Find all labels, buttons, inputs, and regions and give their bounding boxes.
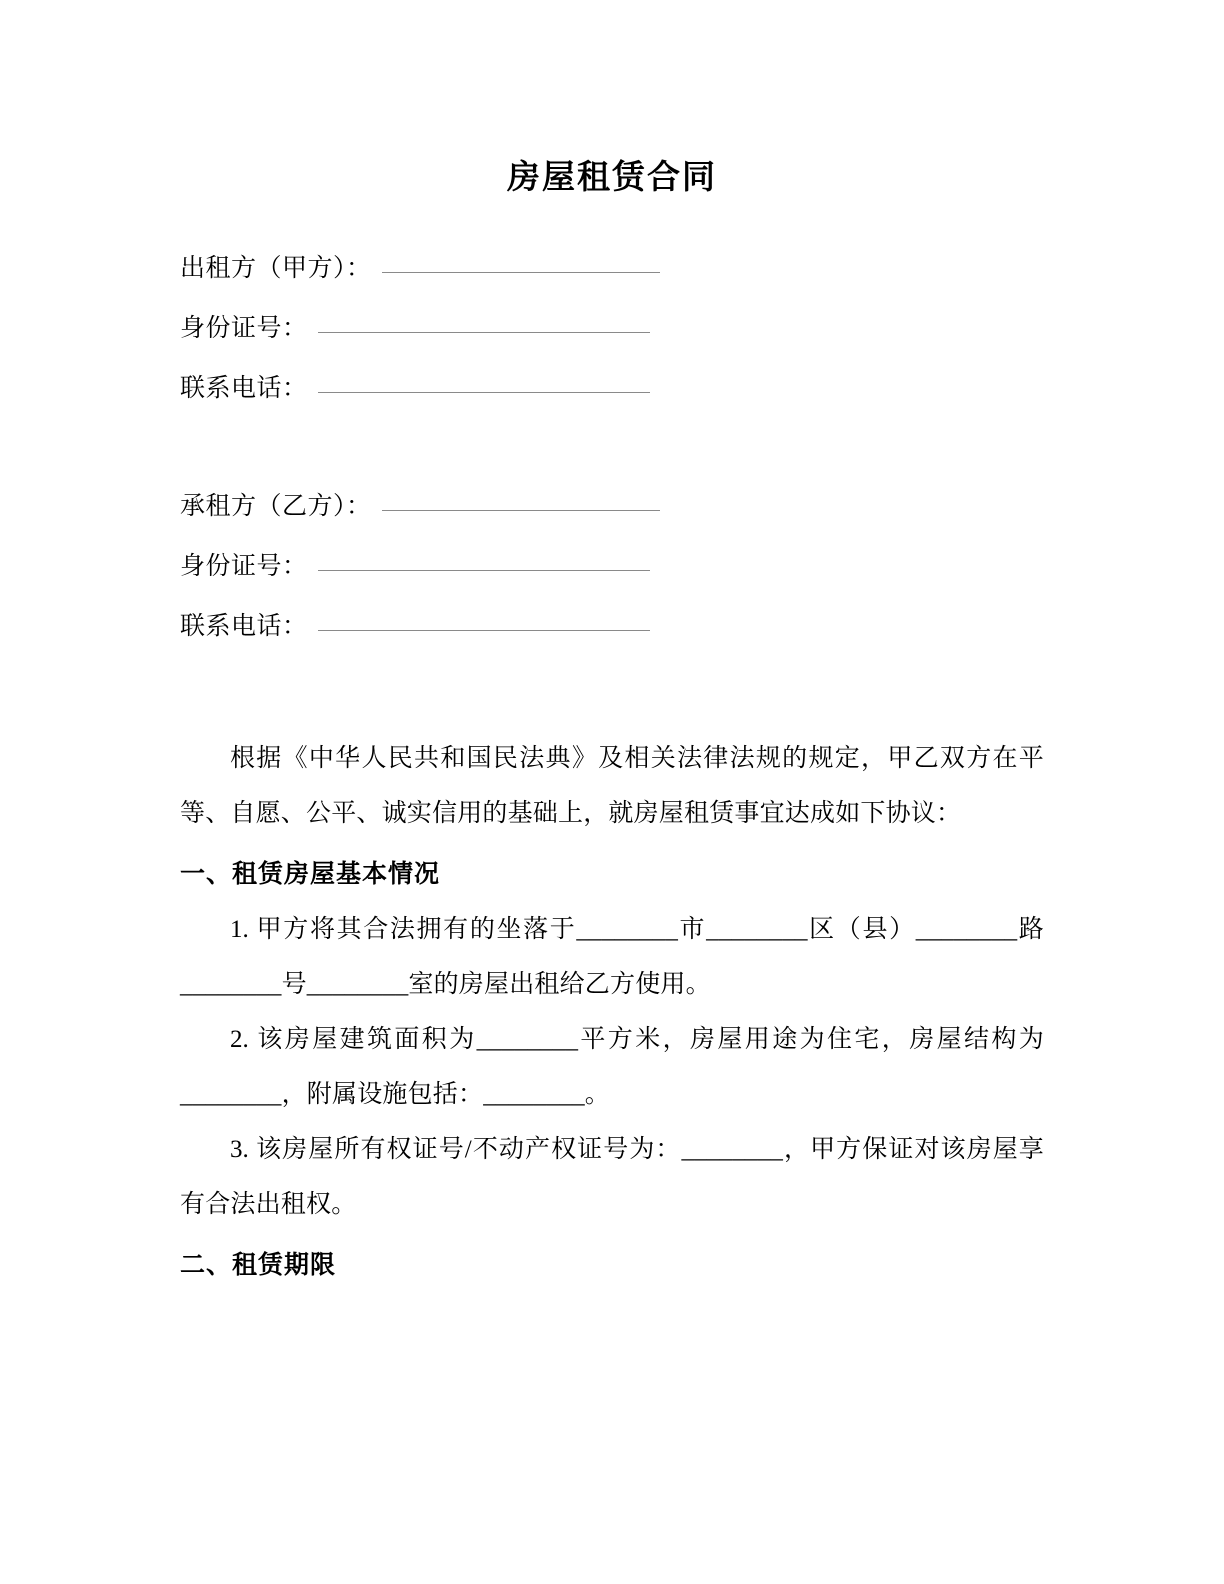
lessor-name-blank[interactable] bbox=[382, 251, 660, 276]
clause-1-3 bbox=[180, 1122, 1044, 1232]
lessee-party-block bbox=[180, 431, 1044, 669]
lessor-party-block bbox=[180, 199, 1044, 431]
lessee-name-field bbox=[180, 489, 1044, 549]
lessee-phone-field bbox=[180, 609, 1044, 669]
clause-1-1-number: 1. bbox=[230, 916, 249, 944]
clause-1-2-number: 2. bbox=[230, 1026, 249, 1054]
lessor-phone-field bbox=[180, 371, 1044, 431]
lessee-phone-blank[interactable] bbox=[318, 609, 650, 634]
lessor-name-field bbox=[180, 251, 1044, 311]
lessor-id-blank[interactable] bbox=[318, 311, 650, 336]
clause-1-1 bbox=[180, 902, 1044, 1012]
section-heading-2: 二、租赁期限 bbox=[180, 1252, 337, 1280]
lessor-id-field bbox=[180, 311, 1044, 371]
clause-1-1-text: 甲方将其合法拥有的坐落于________市________区（县）________路________号________室的房屋出租给乙方使用。 bbox=[180, 916, 1045, 999]
lessee-name-blank[interactable] bbox=[382, 489, 660, 514]
lessee-id-field bbox=[180, 549, 1044, 609]
preamble-paragraph: 根据《中华人民共和国民法典》及相关法律法规的规定，甲乙双方在平等、自愿、公平、诚实信用的基础上，就房屋租赁事宜达成如下协议： bbox=[180, 745, 1044, 828]
page-title: 房屋租赁合同 bbox=[507, 160, 717, 196]
lessor-id-label: 身份证号： bbox=[180, 315, 308, 343]
lessee-name-label: 承租方（乙方）： bbox=[180, 493, 372, 521]
clause-1-3-number: 3. bbox=[230, 1136, 249, 1164]
lessee-id-blank[interactable] bbox=[318, 549, 650, 574]
clause-1-3-text: 该房屋所有权证号/不动产权证号为：________，甲方保证对该房屋享有合法出租权。 bbox=[180, 1136, 1044, 1219]
lessor-phone-blank[interactable] bbox=[318, 371, 650, 396]
section-heading-1: 一、租赁房屋基本情况 bbox=[180, 861, 441, 889]
lessee-phone-label: 联系电话： bbox=[180, 613, 308, 641]
clause-1-2-text: 该房屋建筑面积为________平方米，房屋用途为住宅，房屋结构为________，附属设施包括：________。 bbox=[180, 1026, 1044, 1109]
lessee-id-label: 身份证号： bbox=[180, 553, 308, 581]
lessor-phone-label: 联系电话： bbox=[180, 375, 308, 403]
clause-1-2 bbox=[180, 1012, 1044, 1122]
lessor-name-label: 出租方（甲方）： bbox=[180, 255, 372, 283]
